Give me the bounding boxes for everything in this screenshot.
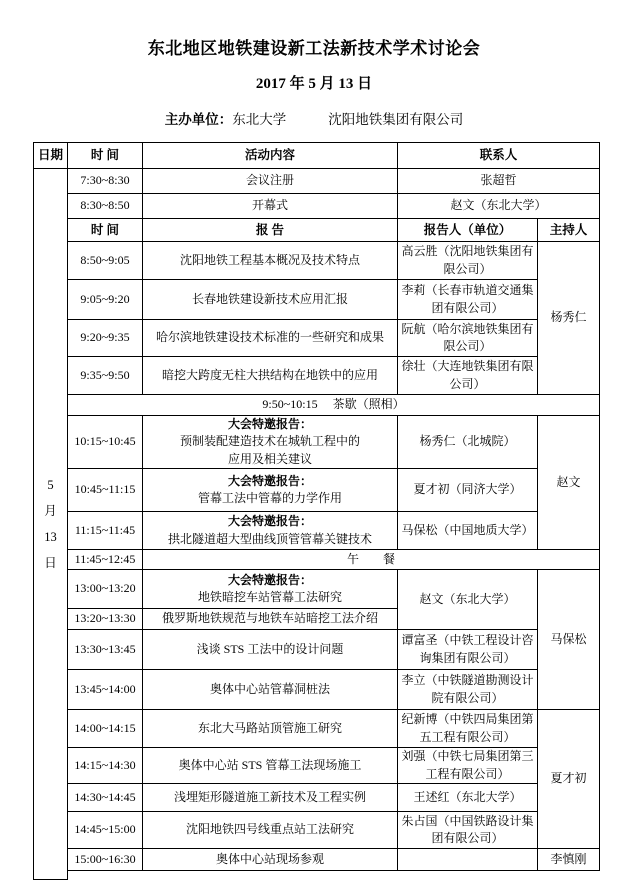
host-2: 沈阳地铁集团有限公司 xyxy=(328,112,464,127)
lunch-cell: 午 餐 xyxy=(143,550,600,570)
activity-cell: 奥体中心站 STS 管幕工法现场施工 xyxy=(143,748,398,784)
schedule-row xyxy=(34,710,600,748)
schedule-row xyxy=(34,416,600,469)
date-line: 日 xyxy=(44,555,57,570)
keynote-tag: 大会特邀报告： xyxy=(227,417,312,431)
document-date: 2017 年 5 月 13 日 xyxy=(255,76,373,92)
moderator-cell: 李慎刚 xyxy=(538,848,600,870)
activity-cell: 俄罗斯地铁规范与地铁车站暗挖工法介绍 xyxy=(143,609,398,630)
schedule-table xyxy=(33,142,600,880)
speaker-cell: 赵文（东北大学） xyxy=(398,570,538,630)
schedule-row xyxy=(34,320,600,357)
speaker-cell: 杨秀仁（北城院） xyxy=(398,416,538,469)
time-cell: 13:20~13:30 xyxy=(68,609,143,630)
time-cell: 11:45~12:45 xyxy=(68,550,143,570)
document-title: 东北地区地铁建设新工法新技术学术讨论会 xyxy=(147,39,481,58)
host-1: 东北大学 xyxy=(232,112,287,127)
activity-cell xyxy=(143,416,398,469)
time-cell: 9:35~9:50 xyxy=(68,357,143,395)
activity-cell xyxy=(143,469,398,512)
moderator-cell: 赵文 xyxy=(538,416,600,550)
keynote-tag: 大会特邀报告： xyxy=(227,514,312,529)
activity-cell: 浅埋矩形隧道施工新技术及工程实例 xyxy=(143,783,398,811)
activity-cell: 长春地铁建设新技术应用汇报 xyxy=(143,280,398,320)
activity-cell: 东北大马路站顶管施工研究 xyxy=(143,710,398,748)
speaker-cell: 高云胜（沈阳地铁集团有限公司） xyxy=(398,242,538,280)
subheader-report-cell: 报 告 xyxy=(143,219,398,242)
time-cell: 8:30~8:50 xyxy=(68,194,143,219)
schedule-row xyxy=(34,748,600,784)
date-line: 5 xyxy=(47,477,54,492)
activity-line: 预制装配建造技术在城轨工程中的 xyxy=(179,434,360,449)
speaker-cell xyxy=(398,848,538,870)
schedule-row xyxy=(34,469,600,512)
schedule-row xyxy=(34,783,600,811)
time-cell: 13:00~13:20 xyxy=(68,570,143,609)
activity-cell: 哈尔滨地铁建设技术标准的一些研究和成果 xyxy=(143,320,398,357)
speaker-cell: 王述红（东北大学） xyxy=(398,783,538,811)
activity-cell xyxy=(143,512,398,550)
header-time-cell: 时 间 xyxy=(68,143,143,169)
time-cell: 13:45~14:00 xyxy=(68,670,143,710)
time-cell: 7:30~8:30 xyxy=(68,169,143,194)
time-cell: 14:15~14:30 xyxy=(68,748,143,784)
moderator-cell: 马保松 xyxy=(538,570,600,710)
activity-cell: 奥体中心站现场参观 xyxy=(143,848,398,870)
time-cell: 13:30~13:45 xyxy=(68,630,143,670)
speaker-cell: 谭富圣（中铁工程设计咨询集团有限公司） xyxy=(398,630,538,670)
subheader-time-cell: 时 间 xyxy=(68,219,143,242)
schedule-row xyxy=(34,194,600,219)
time-cell: 14:00~14:15 xyxy=(68,710,143,748)
host-label: 主办单位： xyxy=(164,112,233,127)
time-cell: 8:50~9:05 xyxy=(68,242,143,280)
schedule-row xyxy=(34,570,600,609)
schedule-row xyxy=(34,512,600,550)
speaker-cell: 朱占国（中国铁路设计集团有限公司） xyxy=(398,811,538,848)
schedule-row xyxy=(34,670,600,710)
tea-break-row xyxy=(34,395,600,416)
host-organizations xyxy=(0,108,628,128)
activity-cell: 沈阳地铁工程基本概况及技术特点 xyxy=(143,242,398,280)
time-cell: 14:45~15:00 xyxy=(68,811,143,848)
schedule-row xyxy=(34,280,600,320)
subheader-row xyxy=(34,219,600,242)
speaker-cell: 刘强（中铁七局集团第三工程有限公司） xyxy=(398,748,538,784)
time-cell: 15:00~16:30 xyxy=(68,848,143,870)
speaker-cell: 阮航（哈尔滨地铁集团有限公司） xyxy=(398,320,538,357)
time-cell: 10:15~10:45 xyxy=(68,416,143,469)
subheader-speaker-cell: 报告人（单位） xyxy=(398,219,538,242)
speaker-cell: 李莉（长春市轨道交通集团有限公司） xyxy=(398,280,538,320)
subheader-moderator-cell: 主持人 xyxy=(538,219,600,242)
table-header-row xyxy=(34,143,600,169)
date-line: 月 xyxy=(44,503,57,518)
keynote-tag: 大会特邀报告： xyxy=(227,572,312,587)
header-content-cell: 活动内容 xyxy=(143,143,398,169)
schedule-row xyxy=(34,242,600,280)
activity-cell xyxy=(143,570,398,609)
time-cell: 10:45~11:15 xyxy=(68,469,143,512)
date-line: 13 xyxy=(44,529,57,544)
speaker-cell: 徐壮（大连地铁集团有限公司） xyxy=(398,357,538,395)
activity-line: 拱北隧道超大型曲线顶管管幕关键技术 xyxy=(167,531,372,546)
schedule-row xyxy=(34,357,600,395)
keynote-tag: 大会特邀报告： xyxy=(227,473,312,488)
speaker-cell: 纪新博（中铁四局集团第五工程有限公司） xyxy=(398,710,538,748)
moderator-cell: 夏才初 xyxy=(538,710,600,849)
activity-cell: 暗挖大跨度无柱大拱结构在地铁中的应用 xyxy=(143,357,398,395)
schedule-row xyxy=(34,169,600,194)
date-cell xyxy=(34,169,68,880)
header-contact-cell: 联系人 xyxy=(398,143,600,169)
speaker-cell: 夏才初（同济大学） xyxy=(398,469,538,512)
speaker-cell: 李立（中铁隧道勘测设计院有限公司） xyxy=(398,670,538,710)
schedule-row xyxy=(34,630,600,670)
activity-line: 管幕工法中管幕的力学作用 xyxy=(197,491,342,506)
time-cell: 9:05~9:20 xyxy=(68,280,143,320)
tea-break-cell: 9:50~10:15 茶歇（照相） xyxy=(68,395,600,416)
activity-cell: 浅谈 STS 工法中的设计问题 xyxy=(143,630,398,670)
contact-cell: 张超哲 xyxy=(398,169,600,194)
schedule-row xyxy=(34,811,600,848)
speaker-cell: 马保松（中国地质大学） xyxy=(398,512,538,550)
activity-line: 地铁暗挖车站管幕工法研究 xyxy=(197,590,342,605)
time-cell: 9:20~9:35 xyxy=(68,320,143,357)
activity-cell: 开幕式 xyxy=(143,194,398,219)
time-cell: 14:30~14:45 xyxy=(68,783,143,811)
moderator-cell: 杨秀仁 xyxy=(538,242,600,395)
schedule-row xyxy=(34,848,600,870)
activity-line: 应用及相关建议 xyxy=(227,451,312,466)
activity-cell: 会议注册 xyxy=(143,169,398,194)
activity-cell: 沈阳地铁四号线重点站工法研究 xyxy=(143,811,398,848)
lunch-row xyxy=(34,550,600,570)
contact-cell: 赵文（东北大学） xyxy=(398,194,600,219)
activity-cell: 奥体中心站管幕洞桩法 xyxy=(143,670,398,710)
header-date-cell: 日期 xyxy=(34,143,68,169)
time-cell: 11:15~11:45 xyxy=(68,512,143,550)
